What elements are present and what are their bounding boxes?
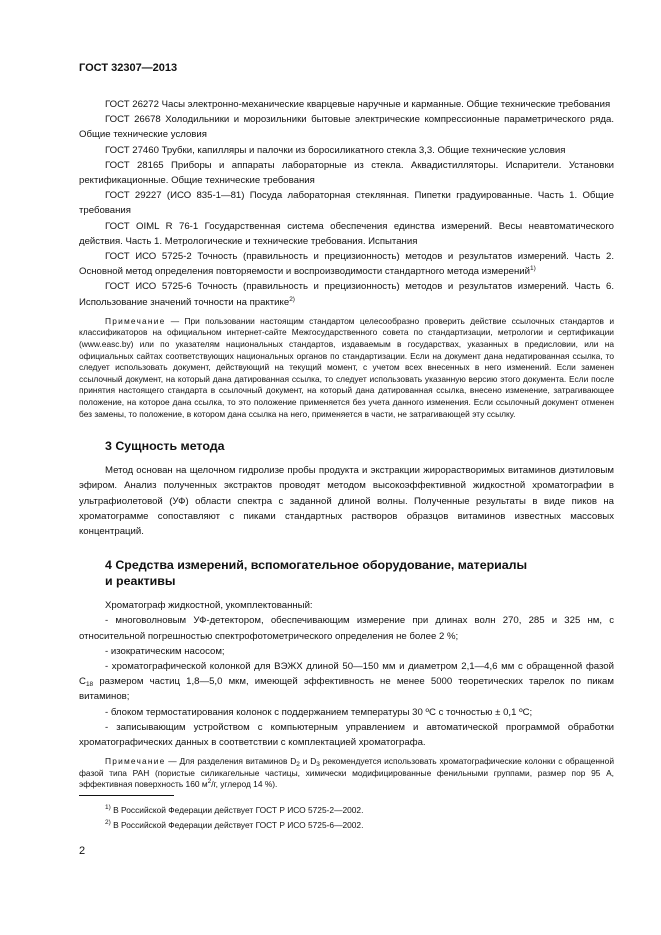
note-label: Примечание [105, 756, 166, 767]
equipment-item-pump: - изократическим насосом; [105, 645, 225, 657]
footnote-text: В Российской Федерации действует ГОСТ Р ИСО 5725-2—2002. [110, 805, 364, 815]
reference-item: ГОСТ 26678 Холодильники и морозильники бытовые электрические компрессионные параметрического ряда. Общие технические условия [79, 114, 614, 141]
equipment-item-thermostat: - блоком термостатирования колонок с поддержанием температуры 30 ºС с точностью ± 0,1 ºС; [105, 706, 533, 718]
document-header: ГОСТ 32307—2013 [79, 62, 178, 74]
reference-text: ГОСТ ИСО 5725-2 Точность (правильность и прецизионность) методов и результатов измерений. Часть 2. Основной метод определения повторяемости и воспроизводимости стандартного метода измерений [79, 251, 614, 278]
section-heading-3: 3 Сущность метода [105, 439, 225, 454]
equipment-item-column [79, 659, 614, 705]
note-text: — При пользовании настоящим стандартом целесообразно проверить действие ссылочных стандартов и классификаторов на официальном интернет-сайте Межгосударственного совета по стандартизации, метрологии и сертификации (www.easc.by) или по указателям национальных стандартов, издаваемым в государствах, указанных в предисловии, или на официальных сайтах соответствующих национальных органов по стандартизации. Если на документ дана недатированная ссылка, то следует использовать документ, действующий на текущий момент, с учетом всех внесенных в него изменений. Если заменен ссылочный документ, на который дана датированная ссылка, то следует использовать указанную версию этого документа. Если после принятия настоящего стандарта в ссылочный документ, на который дана датированная ссылка, внесено изменение, затрагивающее положение, на которое дана ссылка, то это положение применяется без учета данного изменения. Если ссылочный документ отменен без замены, то положение, в котором дана ссылка на него, применяется в части, не затрагивающей эту ссылку. [79, 315, 614, 419]
reference-item-iso-5725-2 [79, 249, 614, 279]
equipment-item-detector: - многоволновым УФ-детектором, обеспечивающим измерение при длинах волн 270, 285 и 325 нм, с относительной погрешностью спектрофотометрического определения не более 2 %; [79, 615, 614, 642]
section-heading-4-line2: и реактивы [105, 574, 176, 589]
footnote-2 [105, 820, 363, 830]
section-3-text: Метод основан на щелочном гидролизе пробы продукта и экстракции жирорастворимых витаминов диэтиловым эфиром. Анализ полученных экстрактов проводят методом высокоэффективной жидкостной хроматографии в ультрафиолетовой (УФ) области спектра с заданной длиной волны. Полученные результаты в виде пиков на хроматограмме сопоставляют с пиками стандартных растворов образцов витаминов известных массовых концентраций. [79, 465, 614, 537]
note-text-c: рекомендуется использовать хроматографические колонки с обращенной фазой типа РАН (пористые силикагельные частицы, химически модифицированные фенильными группами, размер пор 95 А, эффективная поверхность 160 м [79, 756, 615, 790]
note-references [79, 316, 614, 420]
note-text-b: и D [299, 756, 317, 767]
footnote-marker: 2) [289, 295, 295, 303]
note-text-d: /г, углерод 14 %). [211, 779, 278, 790]
section-heading-4 [79, 557, 614, 589]
section-heading-4-line1: 4 Средства измерений, вспомогательное оборудование, материалы [105, 558, 528, 573]
reference-item: ГОСТ 26272 Часы электронно-механические кварцевые наручные и карманные. Общие технические требования [105, 99, 611, 110]
equipment-item-recorder: - записывающим устройством с компьютерным управлением и автоматической программой обработки хроматографических данных в соответствии с комплектацией хроматографа. [79, 721, 614, 749]
reference-item: ГОСТ OIML R 76-1 Государственная система обеспечения единства измерений. Весы неавтоматического действия. Часть 1. Метрологические и технические требования. Испытания [79, 220, 614, 247]
reference-item: ГОСТ 28165 Приборы и аппараты лабораторные из стекла. Аквадистилляторы. Испарители. Установки ректификационные. Общие технические требования [79, 159, 614, 187]
note-columns [79, 756, 614, 791]
reference-item-iso-5725-6 [79, 279, 614, 309]
footnote-mark: 1) [105, 804, 111, 811]
equipment-intro: Хроматограф жидкостной, укомплектованный: [105, 600, 313, 612]
footnote-text: В Российской Федерации действует ГОСТ Р ИСО 5725-6—2002. [110, 820, 364, 830]
page-number: 2 [79, 845, 86, 857]
column-text-b: размером частиц 1,8—5,0 мкм, имеющей эффективность не менее 5000 теоретических тарелок по пикам витаминов; [79, 676, 614, 703]
column-text-a: - хроматографической колонкой для ВЭЖХ длиной 50—150 мм и диаметром 2,1—4,6 мм с обращенной фазой С [79, 661, 614, 688]
reference-text: ГОСТ ИСО 5725-6 Точность (правильность и прецизионность) методов и результатов измерений. Часть 6. Использование значений точности на практике [79, 281, 614, 308]
reference-item: ГОСТ 29227 (ИСО 835-1—81) Посуда лабораторная стеклянная. Пипетки градуированные. Часть 1. Общие требования [79, 190, 614, 217]
note-label: Примечание [105, 315, 166, 326]
column-phase-subscript: 18 [85, 681, 94, 689]
footnote-marker: 1) [530, 265, 536, 273]
vitamin-subscript: 2 [296, 761, 300, 769]
footnote-mark: 2) [105, 819, 111, 826]
reference-item: ГОСТ 27460 Трубки, капилляры и палочки из боросиликатного стекла 3,3. Общие технические условия [105, 144, 566, 156]
note-text-a: — Для разделения витаминов D [165, 756, 297, 767]
unit-superscript: 2 [207, 778, 212, 786]
footnote-1 [105, 805, 363, 815]
document-body [79, 97, 614, 791]
vitamin-subscript: 3 [316, 761, 320, 769]
footnote-separator [79, 795, 174, 796]
